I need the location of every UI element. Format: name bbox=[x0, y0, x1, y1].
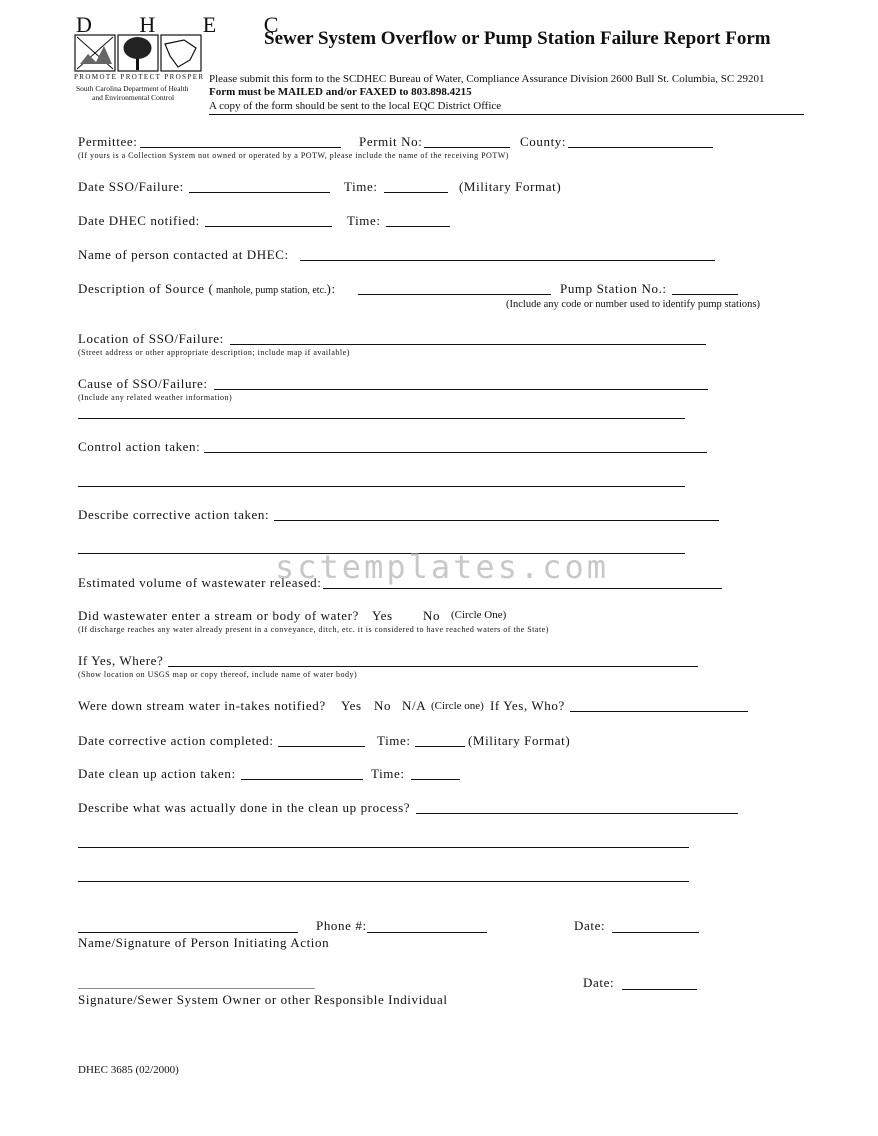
control-action-label: Control action taken: bbox=[78, 439, 201, 454]
person-contacted-label: Name of person contacted at DHEC: bbox=[78, 247, 289, 262]
intakes-no-option[interactable]: No bbox=[374, 698, 392, 713]
logo-motto: PROMOTE PROTECT PROSPER bbox=[74, 73, 205, 81]
cause-input[interactable] bbox=[214, 389, 708, 390]
cause-input-line-2[interactable] bbox=[78, 418, 685, 419]
time-sso-input[interactable] bbox=[384, 192, 448, 193]
stream-no-option[interactable]: No bbox=[423, 608, 441, 623]
location-input[interactable] bbox=[230, 344, 706, 345]
cleanup-describe-label: Describe what was actually done in the clean up process? bbox=[78, 800, 411, 815]
logo-emblem-icon bbox=[74, 34, 202, 72]
stream-yes-option[interactable]: Yes bbox=[372, 608, 393, 623]
source-label-text: Description of Source ( bbox=[78, 281, 214, 296]
agency-name-line1: South Carolina Department of Health bbox=[76, 84, 189, 93]
intakes-question-label: Were down stream water in-takes notified? bbox=[78, 698, 326, 713]
date-cleanup-input[interactable] bbox=[241, 779, 363, 780]
logo-letters: D H E C bbox=[76, 12, 300, 37]
cleanup-describe-input-line-3[interactable] bbox=[78, 881, 689, 882]
county-label: County: bbox=[520, 134, 567, 149]
source-label-examples: manhole, pump station, etc. bbox=[213, 285, 327, 296]
pump-station-note: (Include any code or number used to identify pump stations) bbox=[506, 299, 760, 310]
military-format-note-1: (Military Format) bbox=[459, 179, 562, 194]
owner-signature-input[interactable] bbox=[78, 988, 315, 989]
military-format-note-2: (Military Format) bbox=[468, 733, 571, 748]
phone-input[interactable] bbox=[367, 932, 487, 933]
county-input[interactable] bbox=[568, 147, 713, 148]
header-divider bbox=[209, 114, 804, 115]
source-label-close: ): bbox=[326, 281, 336, 296]
date-corrective-input[interactable] bbox=[278, 746, 365, 747]
agency-name-line2: and Environmental Control bbox=[92, 93, 175, 102]
phone-label: Phone #: bbox=[316, 918, 367, 933]
date-signature-1-label: Date: bbox=[574, 918, 606, 933]
volume-input[interactable] bbox=[323, 588, 722, 589]
cleanup-describe-input[interactable] bbox=[416, 813, 738, 814]
permit-no-label: Permit No: bbox=[359, 134, 423, 149]
volume-label: Estimated volume of wastewater released: bbox=[78, 575, 322, 590]
stream-note: (If discharge reaches any water already present in a conveyance, ditch, etc. it is considered to have reached waters of the State) bbox=[78, 625, 549, 634]
intakes-na-option[interactable]: N/A bbox=[402, 698, 427, 713]
corrective-action-label: Describe corrective action taken: bbox=[78, 507, 270, 522]
name-signature-input[interactable] bbox=[78, 932, 298, 933]
mail-fax-instructions: Form must be MAILED and/or FAXED to 803.898.4215 bbox=[209, 86, 472, 98]
time-notified-label: Time: bbox=[347, 213, 381, 228]
cause-label: Cause of SSO/Failure: bbox=[78, 376, 208, 391]
submit-instructions: Please submit this form to the SCDHEC Bureau of Water, Compliance Assurance Division 2600 Bull St. Columbia, SC 29201 bbox=[209, 73, 765, 85]
date-sso-input[interactable] bbox=[189, 192, 330, 193]
stream-circle-one: (Circle One) bbox=[451, 609, 507, 621]
location-label: Location of SSO/Failure: bbox=[78, 331, 224, 346]
cleanup-describe-input-line-2[interactable] bbox=[78, 847, 689, 848]
control-action-input-line-2[interactable] bbox=[78, 486, 685, 487]
date-sso-label: Date SSO/Failure: bbox=[78, 179, 184, 194]
intakes-circle-one: (Circle one) bbox=[431, 700, 484, 712]
cause-note: (Include any related weather information) bbox=[78, 393, 233, 402]
date-dhec-notified-input[interactable] bbox=[205, 226, 332, 227]
pump-station-no-input[interactable] bbox=[672, 294, 738, 295]
time-notified-input[interactable] bbox=[386, 226, 450, 227]
date-signature-1-input[interactable] bbox=[612, 932, 699, 933]
stream-question-label: Did wastewater enter a stream or body of water? bbox=[78, 608, 359, 623]
watermark: sctemplates.com bbox=[275, 548, 609, 586]
time-corrective-input[interactable] bbox=[415, 746, 465, 747]
permittee-note: (If yours is a Collection System not owned or operated by a POTW, please include the name of the receiving POTW) bbox=[78, 151, 509, 160]
form-title: Sewer System Overflow or Pump Station Failure Report Form bbox=[264, 28, 771, 49]
where-label: If Yes, Where? bbox=[78, 653, 164, 668]
time-cleanup-input[interactable] bbox=[411, 779, 460, 780]
where-note: (Show location on USGS map or copy thereof, include name of water body) bbox=[78, 670, 358, 679]
permittee-label: Permittee: bbox=[78, 134, 138, 149]
location-note: (Street address or other appropriate description; include map if available) bbox=[78, 348, 350, 357]
person-contacted-input[interactable] bbox=[300, 260, 715, 261]
permit-no-input[interactable] bbox=[424, 147, 510, 148]
date-cleanup-label: Date clean up action taken: bbox=[78, 766, 236, 781]
time-cleanup-label: Time: bbox=[371, 766, 405, 781]
dhec-logo-graphic bbox=[74, 34, 202, 72]
intakes-who-input[interactable] bbox=[570, 711, 748, 712]
permittee-input[interactable] bbox=[140, 147, 341, 148]
date-signature-2-label: Date: bbox=[583, 975, 615, 990]
where-input[interactable] bbox=[168, 666, 698, 667]
intakes-yes-option[interactable]: Yes bbox=[341, 698, 362, 713]
date-corrective-label: Date corrective action completed: bbox=[78, 733, 274, 748]
name-signature-caption: Name/Signature of Person Initiating Action bbox=[78, 935, 330, 950]
control-action-input[interactable] bbox=[204, 452, 707, 453]
intakes-who-label: If Yes, Who? bbox=[490, 698, 565, 713]
corrective-action-input[interactable] bbox=[274, 520, 719, 521]
time-sso-label: Time: bbox=[344, 179, 378, 194]
source-label bbox=[78, 281, 336, 297]
date-dhec-notified-label: Date DHEC notified: bbox=[78, 213, 200, 228]
time-corrective-label: Time: bbox=[377, 733, 411, 748]
copy-instructions: A copy of the form should be sent to the local EQC District Office bbox=[209, 100, 502, 112]
source-input[interactable] bbox=[358, 294, 551, 295]
date-signature-2-input[interactable] bbox=[622, 989, 697, 990]
pump-station-no-label: Pump Station No.: bbox=[560, 281, 667, 296]
form-id: DHEC 3685 (02/2000) bbox=[78, 1064, 179, 1076]
owner-signature-caption: Signature/Sewer System Owner or other Responsible Individual bbox=[78, 992, 448, 1007]
